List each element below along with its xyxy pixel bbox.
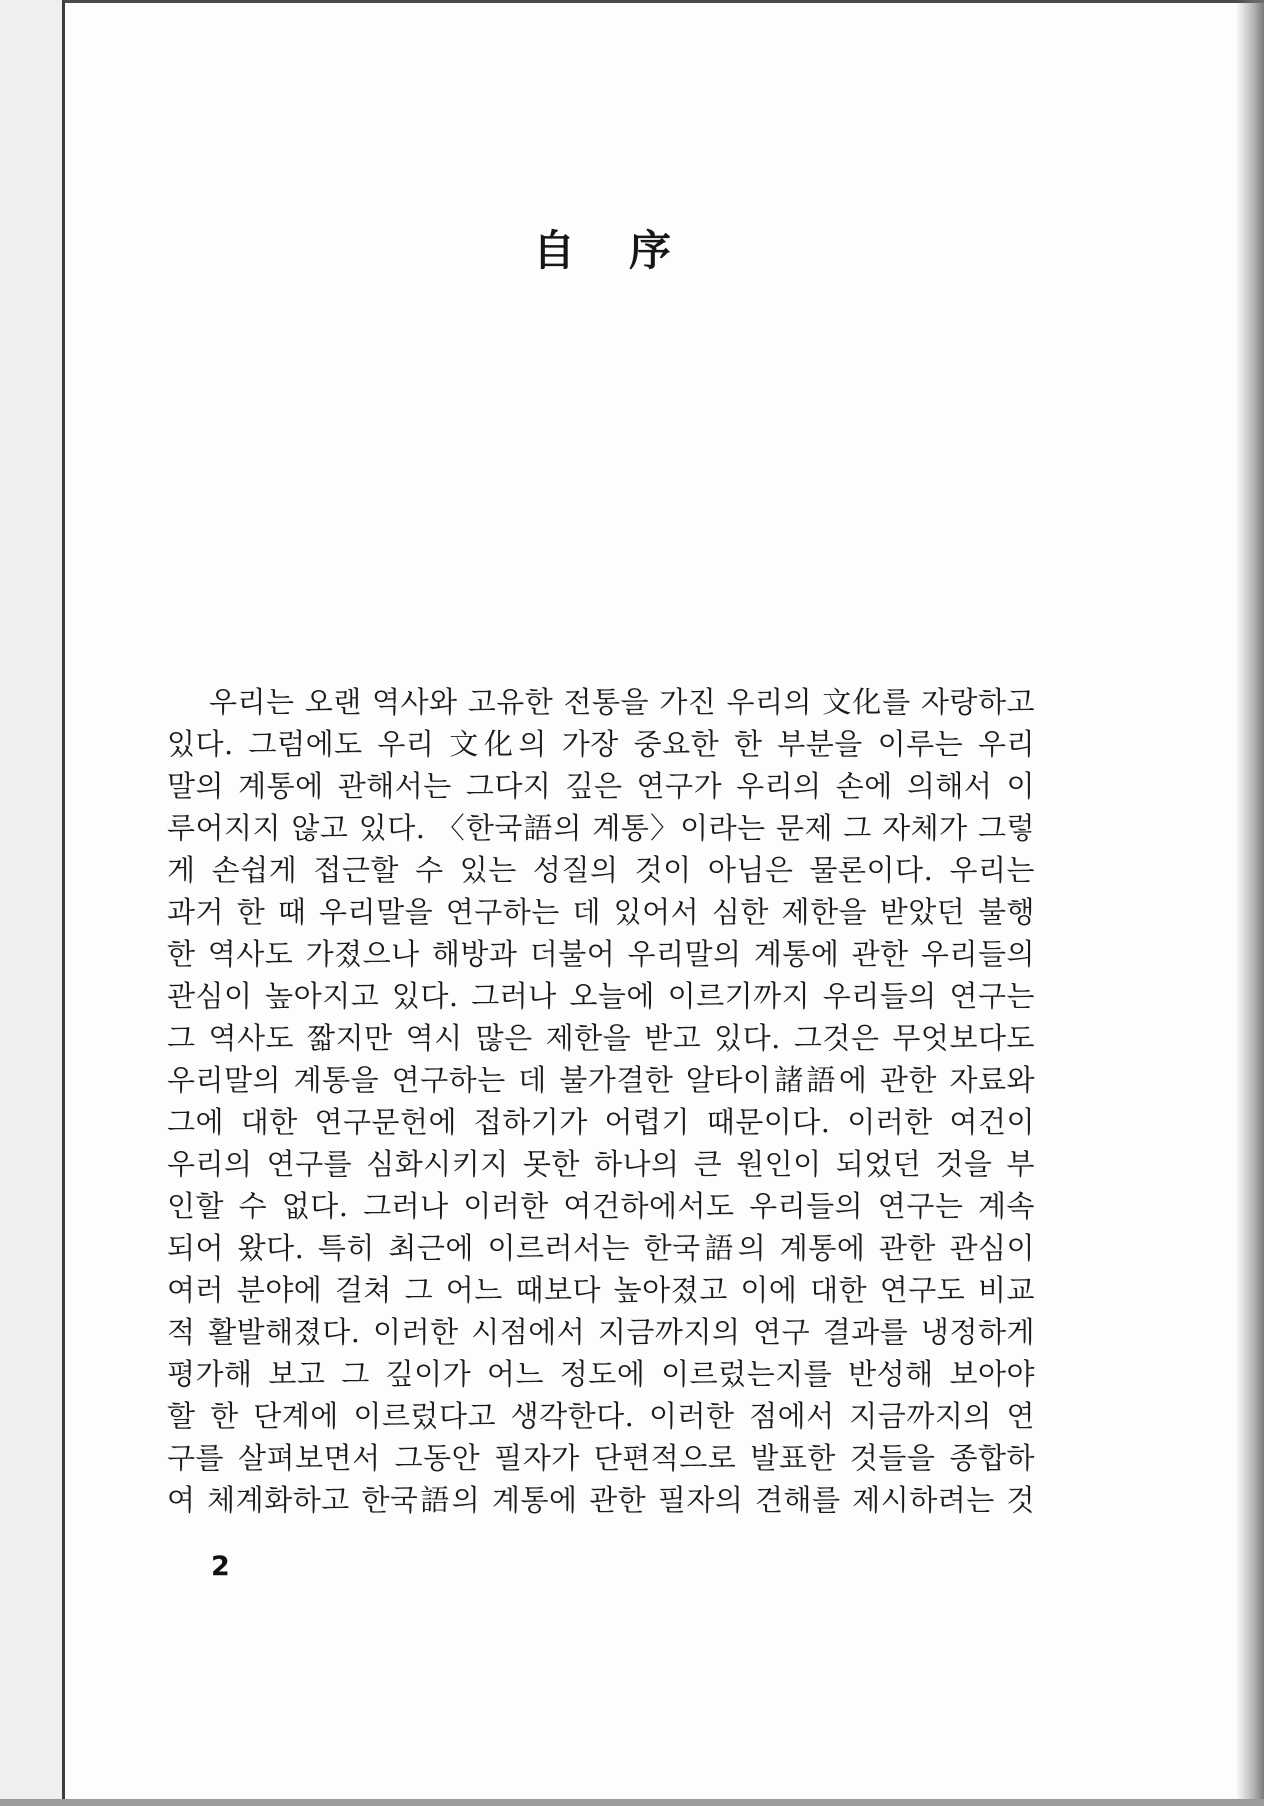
text-line: 있다. 그럼에도 우리 文化의 가장 중요한 한 부분을 이루는 우리 [167,727,1035,761]
scan-bottom-edge [0,1799,1264,1806]
text-line: 적 활발해졌다. 이러한 시점에서 지금까지의 연구 결과를 냉정하게 [167,1315,1035,1349]
text-line: 인할 수 없다. 그러나 이러한 여건하에서도 우리들의 연구는 계속 [167,1189,1035,1223]
text-line: 관심이 높아지고 있다. 그러나 오늘에 이르기까지 우리들의 연구는 [167,979,1035,1013]
text-line: 게 손쉽게 접근할 수 있는 성질의 것이 아님은 물론이다. 우리는 [167,853,1035,887]
text-line: 할 한 단계에 이르렀다고 생각한다. 이러한 점에서 지금까지의 연 [167,1399,1035,1433]
page-title: 自 序 [532,226,677,275]
text-line: 우리의 연구를 심화시키지 못한 하나의 큰 원인이 되었던 것을 부 [167,1147,1035,1181]
page-number: 2 [211,1551,230,1582]
text-line: 그에 대한 연구문헌에 접하기가 어렵기 때문이다. 이러한 여건이 [167,1105,1035,1139]
text-line: 평가해 보고 그 깊이가 어느 정도에 이르렀는지를 반성해 보아야 [167,1357,1035,1391]
text-line: 과거 한 때 우리말을 연구하는 데 있어서 심한 제한을 받았던 불행 [167,895,1035,929]
preface-paragraph [167,681,1035,1521]
text-line: 여러 분야에 걸쳐 그 어느 때보다 높아졌고 이에 대한 연구도 비교 [167,1273,1035,1307]
text-line: 우리말의 계통을 연구하는 데 불가결한 알타이諸語에 관한 자료와 [167,1063,1035,1097]
text-line: 그 역사도 짧지만 역시 많은 제한을 받고 있다. 그것은 무엇보다도 [167,1021,1035,1055]
text-line: 되어 왔다. 특히 최근에 이르러서는 한국語의 계통에 관한 관심이 [167,1231,1035,1265]
text-line: 한 역사도 가졌으나 해방과 더불어 우리말의 계통에 관한 우리들의 [167,937,1035,971]
text-line: 여 체계화하고 한국語의 계통에 관한 필자의 견해를 제시하려는 것 [167,1483,1035,1517]
book-page [62,0,1264,1799]
text-line: 구를 살펴보면서 그동안 필자가 단편적으로 발표한 것들을 종합하 [167,1441,1035,1475]
text-line: 우리는 오랜 역사와 고유한 전통을 가진 우리의 文化를 자랑하고 [209,685,1035,719]
text-line: 말의 계통에 관해서는 그다지 깊은 연구가 우리의 손에 의해서 이 [167,769,1035,803]
text-line: 루어지지 않고 있다. 〈한국語의 계통〉이라는 문제 그 자체가 그렇 [167,811,1035,845]
